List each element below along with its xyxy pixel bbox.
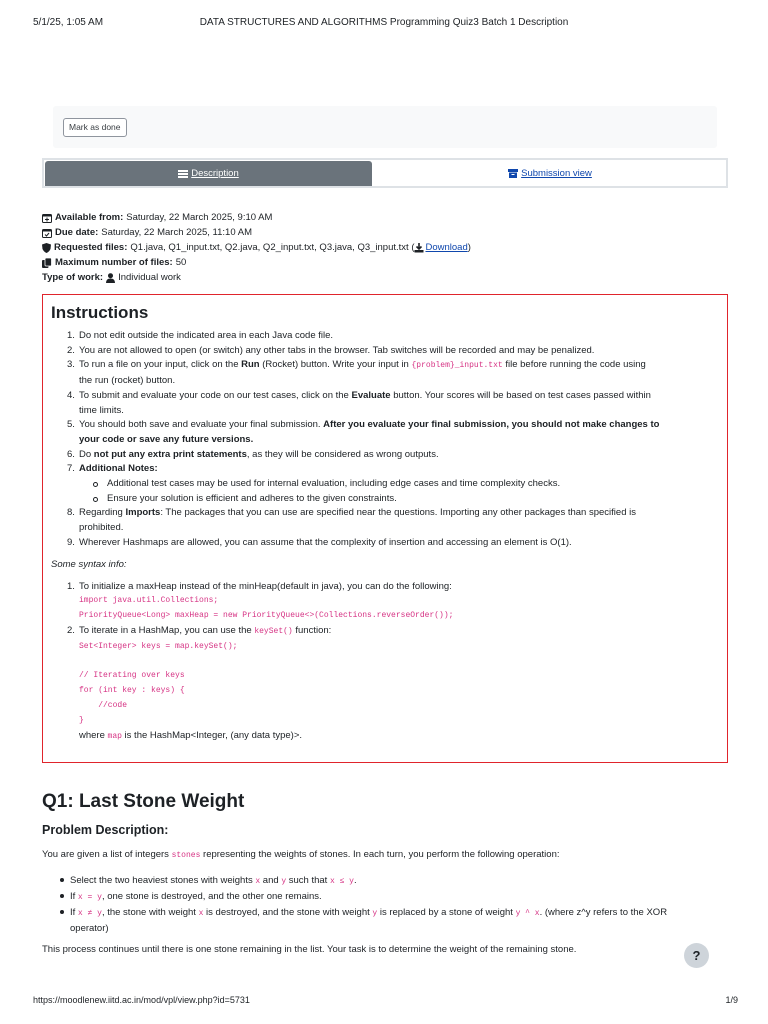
tab-bar xyxy=(42,158,728,188)
syntax-list-2 xyxy=(51,624,719,640)
code-line: } xyxy=(79,715,84,725)
available-from-row xyxy=(42,210,732,225)
due-date-value: Saturday, 22 March 2025, 11:10 AM xyxy=(101,227,252,238)
instructions-list-continued xyxy=(51,506,719,550)
mark-as-done-button[interactable]: Mark as done xyxy=(63,118,127,137)
list-item: 3. To run a file on your input, click on the Run (Rocket) button. Write your input in {problem}_input.txt file before running the code using the run (rocket) button. xyxy=(67,359,646,387)
activity-dates xyxy=(42,210,732,285)
code-line: for (int key : keys) { xyxy=(79,686,185,696)
list-item: 2. You are not allowed to open (or switch) any other tabs in the browser. Tab switches will be recorded and may be penalized. xyxy=(67,344,595,356)
list-item: Select the two heaviest stones with weights x and y such that x ≤ y. xyxy=(42,873,728,889)
due-date-row xyxy=(42,225,732,240)
code-line: PriorityQueue<Long> maxHeap = new PriorityQueue<>(Collections.reverseOrder()); xyxy=(79,611,454,621)
max-files-value: 50 xyxy=(175,257,187,268)
list-item: 1. Do not edit outside the indicated area in each Java code file. xyxy=(67,330,334,341)
copy-icon xyxy=(42,258,52,268)
syntax-info-title: Some syntax info: xyxy=(51,558,127,570)
requested-files-value: Q1.java, Q1_input.txt, Q2.java, Q2_input.txt, Q3.java, Q3_input.txt ( xyxy=(130,242,415,253)
print-header xyxy=(33,17,735,31)
tab-description-label: Description xyxy=(191,168,239,179)
list-item: 1. To initialize a maxHeap instead of the minHeap(default in java), you can do the following: xyxy=(67,580,452,592)
tab-description[interactable] xyxy=(45,161,372,186)
download-icon xyxy=(414,243,424,253)
list-item: 7. Additional Notes: xyxy=(67,463,158,475)
available-from-value: Saturday, 22 March 2025, 9:10 AM xyxy=(126,212,273,223)
code-line: // Iterating over keys xyxy=(79,671,185,681)
instructions-title: Instructions xyxy=(51,303,149,322)
code-line: Set<Integer> keys = map.keySet(); xyxy=(79,641,238,651)
type-of-work-label: Type of work: xyxy=(42,272,104,283)
type-of-work-row xyxy=(42,270,732,285)
syntax-list xyxy=(51,580,719,595)
problem-rules-list xyxy=(42,873,728,936)
list-item: Ensure your solution is efficient and adheres to the given constraints. xyxy=(51,492,719,507)
shield-icon xyxy=(42,243,51,253)
print-url: https://moodlenew.iitd.ac.in/mod/vpl/view.php?id=5731 xyxy=(33,995,250,1005)
list-item: 9. Wherever Hashmaps are allowed, you can assume that the complexity of insertion and accessing an element is O(1). xyxy=(67,536,572,548)
calendar-plus-icon xyxy=(42,213,52,223)
print-title: DATA STRUCTURES AND ALGORITHMS Programming Quiz3 Batch 1 Description xyxy=(199,17,569,28)
list-item: If x ≠ y, the stone with weight x is destroyed, and the stone with weight y is replaced by a stone of weight y ^ x. (where z^y refers to the XOR operator) xyxy=(42,905,728,936)
completion-bar xyxy=(53,106,717,148)
tab-submission-view[interactable] xyxy=(375,161,725,186)
list-item: If x = y, one stone is destroyed, and the other one remains. xyxy=(42,889,728,905)
requested-files-row xyxy=(42,240,732,255)
problem-paragraph-2: This process continues until there is one stone remaining in the list. Your task is to determine the weight of the remaining stone. xyxy=(42,944,577,955)
archive-icon xyxy=(508,169,518,178)
help-button[interactable]: ? xyxy=(684,943,709,968)
list-item: 2. To iterate in a HashMap, you can use the keySet() function: xyxy=(67,624,332,636)
syntax-note: where map is the HashMap<Integer, (any data type)>. xyxy=(79,729,302,741)
print-date: 5/1/25, 1:05 AM xyxy=(33,17,104,28)
list-item: Additional test cases may be used for internal evaluation, including edge cases and time complexity checks. xyxy=(51,477,719,492)
code-line: import java.util.Collections; xyxy=(79,596,219,606)
type-of-work-value: Individual work xyxy=(118,272,181,283)
download-link[interactable]: Download xyxy=(425,242,468,253)
calendar-check-icon xyxy=(42,228,52,238)
list-item: 4. To submit and evaluate your code on our test cases, click on the Evaluate button. Your scores will be based on test cases passed within time limits. xyxy=(67,389,651,416)
list-icon xyxy=(178,170,188,178)
code-line: //code xyxy=(79,700,128,710)
instructions-list xyxy=(51,329,719,477)
requested-files-close: ) xyxy=(467,242,471,253)
available-from-label: Available from: xyxy=(55,212,124,223)
due-date-label: Due date: xyxy=(55,227,99,238)
list-item: 5. You should both save and evaluate your final submission. After you evaluate your final submission, you should not make changes to your code or save any future versions. xyxy=(67,419,660,445)
max-files-label: Maximum number of files: xyxy=(55,257,173,268)
problem-description-heading: Problem Description: xyxy=(42,823,169,837)
user-icon xyxy=(106,273,115,283)
instructions-box xyxy=(42,294,728,763)
print-footer xyxy=(33,995,738,1009)
code-line-blank xyxy=(51,655,719,670)
additional-notes-list xyxy=(51,477,719,506)
max-files-row xyxy=(42,255,732,270)
question-title: Q1: Last Stone Weight xyxy=(42,791,245,812)
problem-paragraph: You are given a list of integers stones representing the weights of stones. In each turn, you perform the following operation: xyxy=(42,849,560,860)
list-item: 8. Regarding Imports: The packages that you can use are specified near the questions. Importing any other packages than specified is prohibited. xyxy=(67,507,636,534)
list-item: 6. Do not put any extra print statements, as they will be considered as wrong outputs. xyxy=(67,448,439,460)
requested-files-label: Requested files: xyxy=(54,242,128,253)
print-page-number: 1/9 xyxy=(725,995,738,1005)
tab-submission-label: Submission view xyxy=(521,168,592,179)
